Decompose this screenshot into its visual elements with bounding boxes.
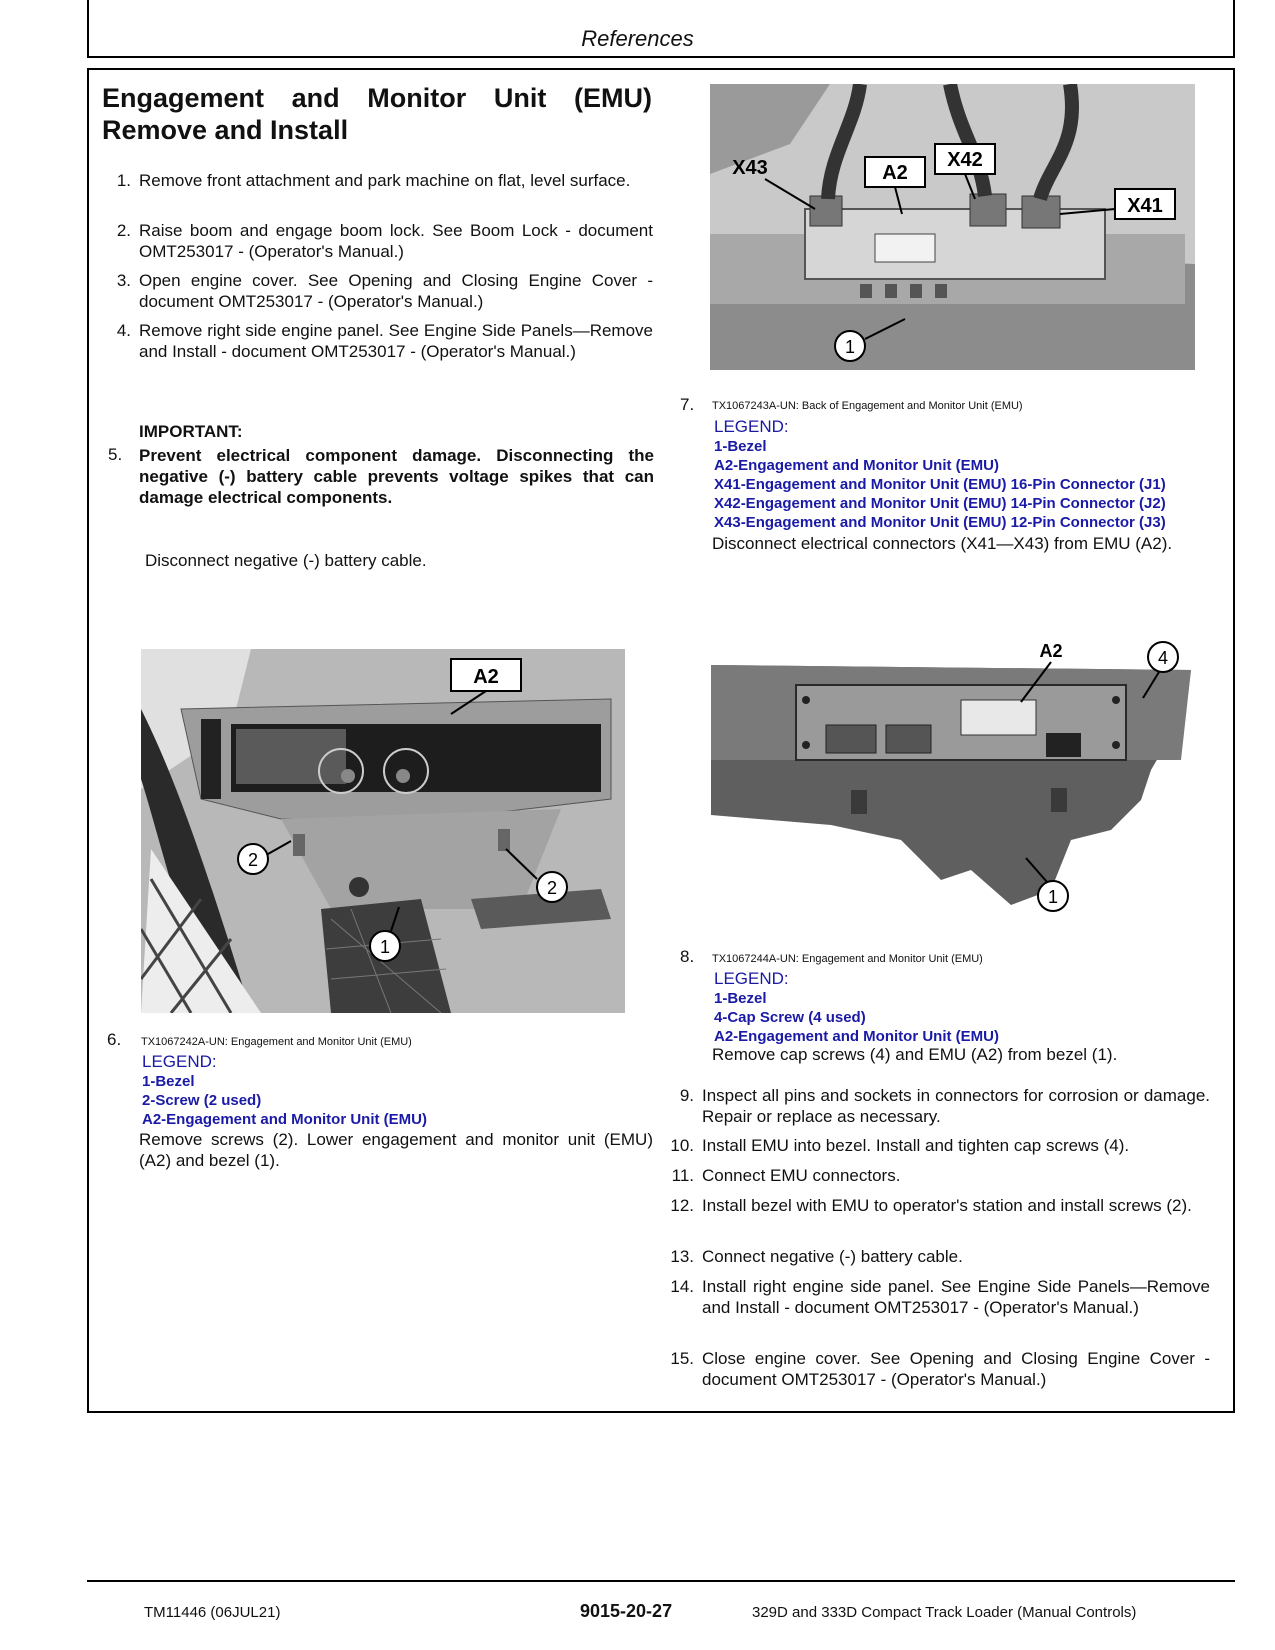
step-text: Install EMU into bezel. Install and tighten cap screws (4). — [702, 1136, 1130, 1155]
step-11 — [668, 1165, 1223, 1187]
step-3 — [105, 270, 653, 314]
legend-item: 1-Bezel — [142, 1073, 195, 1090]
footer-doc-id: TM11446 (06JUL21) — [144, 1604, 281, 1621]
legend-list — [714, 989, 999, 1046]
step-text: Open engine cover. See Opening and Closing Engine Cover - document OMT253017 - (Operator's Manual.) — [139, 271, 653, 311]
callout-2: 2 — [247, 850, 259, 870]
step-text: Install right engine side panel. See Engine Side Panels—Remove and Install - document OMT253017 - (Operator's Manual.) — [702, 1277, 1210, 1317]
figure8-action: Remove cap screws (4) and EMU (A2) from bezel (1). — [712, 1045, 1118, 1064]
step-text: Close engine cover. See Opening and Closing Engine Cover - document OMT253017 - (Operator's Manual.) — [702, 1349, 1210, 1389]
important-label: IMPORTANT: — [139, 422, 243, 441]
step-number: 2. — [116, 221, 131, 240]
legend-item: A2-Engagement and Monitor Unit (EMU) — [714, 1028, 999, 1045]
step-15 — [668, 1348, 1223, 1392]
step-text: Inspect all pins and sockets in connectors for corrosion or damage. Repair or replace as necessary. — [702, 1086, 1210, 1126]
label-x43: X43 — [732, 157, 768, 179]
legend-item: 1-Bezel — [714, 990, 767, 1007]
step-text: Raise boom and engage boom lock. See Boom Lock - document OMT253017 - (Operator's Manual.) — [139, 221, 653, 261]
step-text: Remove right side engine panel. See Engine Side Panels—Remove and Install - document OMT253017 - (Operator's Manual.) — [139, 321, 653, 361]
step-5-action: Disconnect negative (-) battery cable. — [145, 551, 427, 570]
footer-page-number: 9015-20-27 — [580, 1601, 673, 1621]
label-x42: X42 — [947, 149, 983, 171]
step-4 — [105, 320, 653, 386]
step-number: 11. — [671, 1166, 694, 1185]
step-9 — [668, 1085, 1223, 1129]
legend-title: LEGEND: — [714, 417, 789, 436]
step-number: 10. — [670, 1136, 694, 1155]
step-number: 5. — [108, 445, 123, 464]
label-x41: X41 — [1127, 195, 1163, 217]
legend-item: A2-Engagement and Monitor Unit (EMU) — [142, 1111, 427, 1128]
legend-title: LEGEND: — [714, 969, 789, 988]
photo-emu-back — [710, 84, 1195, 370]
photo-emu-in-bezel — [711, 640, 1194, 914]
step-number: 13. — [670, 1247, 694, 1266]
legend-list — [142, 1072, 427, 1129]
title-word: and — [291, 83, 340, 113]
step-1 — [105, 170, 653, 214]
legend-item: A2-Engagement and Monitor Unit (EMU) — [714, 457, 999, 474]
footer-rule — [87, 1580, 1235, 1582]
title-word: Engagement — [102, 83, 265, 113]
figure-number: 6. — [107, 1030, 122, 1049]
step-text: Connect negative (-) battery cable. — [702, 1247, 963, 1266]
callout-1: 1 — [844, 337, 856, 357]
legend-item: X43-Engagement and Monitor Unit (EMU) 12-Pin Connector (J3) — [714, 514, 1166, 531]
figure-id: TX1067242A-UN: Engagement and Monitor Unit (EMU) — [141, 1036, 412, 1048]
callout-1: 1 — [379, 937, 391, 957]
title-word: Unit — [493, 83, 547, 113]
step-number: 9. — [679, 1086, 694, 1105]
legend-item: 1-Bezel — [714, 438, 767, 455]
figure6-action: Remove screws (2). Lower engagement and monitor unit (EMU) (A2) and bezel (1). — [139, 1130, 653, 1170]
legend-item: X41-Engagement and Monitor Unit (EMU) 16-Pin Connector (J1) — [714, 476, 1166, 493]
section-title — [102, 82, 652, 146]
step-number: 1. — [116, 171, 131, 190]
step-text: Remove front attachment and park machine on flat, level surface. — [139, 171, 631, 190]
step-number: 15. — [670, 1349, 694, 1368]
step-text: Install bezel with EMU to operator's station and install screws (2). — [702, 1196, 1192, 1215]
callout-1: 1 — [1047, 887, 1059, 907]
callout-4: 4 — [1157, 648, 1169, 668]
legend-item: 4-Cap Screw (4 used) — [714, 1009, 866, 1026]
step-number: 12. — [670, 1196, 694, 1215]
legend-item: 2-Screw (2 used) — [142, 1092, 262, 1109]
step-text: Connect EMU connectors. — [702, 1166, 901, 1185]
figure-id: TX1067244A-UN: Engagement and Monitor Unit (EMU) — [712, 953, 983, 965]
label-a2: A2 — [1039, 641, 1063, 661]
photo-emu-bezel — [141, 649, 625, 1013]
title-line-2: Remove and Install — [102, 115, 349, 145]
footer-title: 329D and 333D Compact Track Loader (Manual Controls) — [752, 1604, 1137, 1621]
label-a2: A2 — [473, 666, 499, 688]
figure-number: 8. — [680, 947, 695, 966]
legend-item: X42-Engagement and Monitor Unit (EMU) 14-Pin Connector (J2) — [714, 495, 1166, 512]
step-number: 4. — [116, 321, 131, 340]
title-word: (EMU) — [574, 83, 652, 113]
figure-id: TX1067243A-UN: Back of Engagement and Monitor Unit (EMU) — [712, 400, 1023, 412]
title-word: Monitor — [367, 83, 467, 113]
legend-title: LEGEND: — [142, 1052, 217, 1071]
step-number: 14. — [670, 1277, 694, 1296]
step-number: 3. — [116, 271, 131, 290]
step-2 — [105, 220, 653, 264]
callout-2: 2 — [546, 878, 558, 898]
important-text: Prevent electrical component damage. Disconnecting the negative (-) battery cable prevents voltage spikes that can damage electrical components. — [139, 446, 654, 507]
step-10 — [668, 1135, 1223, 1157]
figure-number: 7. — [680, 395, 695, 414]
step-13 — [668, 1246, 1223, 1268]
label-a2: A2 — [882, 162, 908, 184]
header-title: References — [581, 26, 694, 51]
legend-list — [714, 437, 1166, 532]
step-12 — [668, 1195, 1223, 1239]
figure7-action: Disconnect electrical connectors (X41—X43) from EMU (A2). — [712, 534, 1173, 553]
step-14 — [668, 1276, 1223, 1342]
